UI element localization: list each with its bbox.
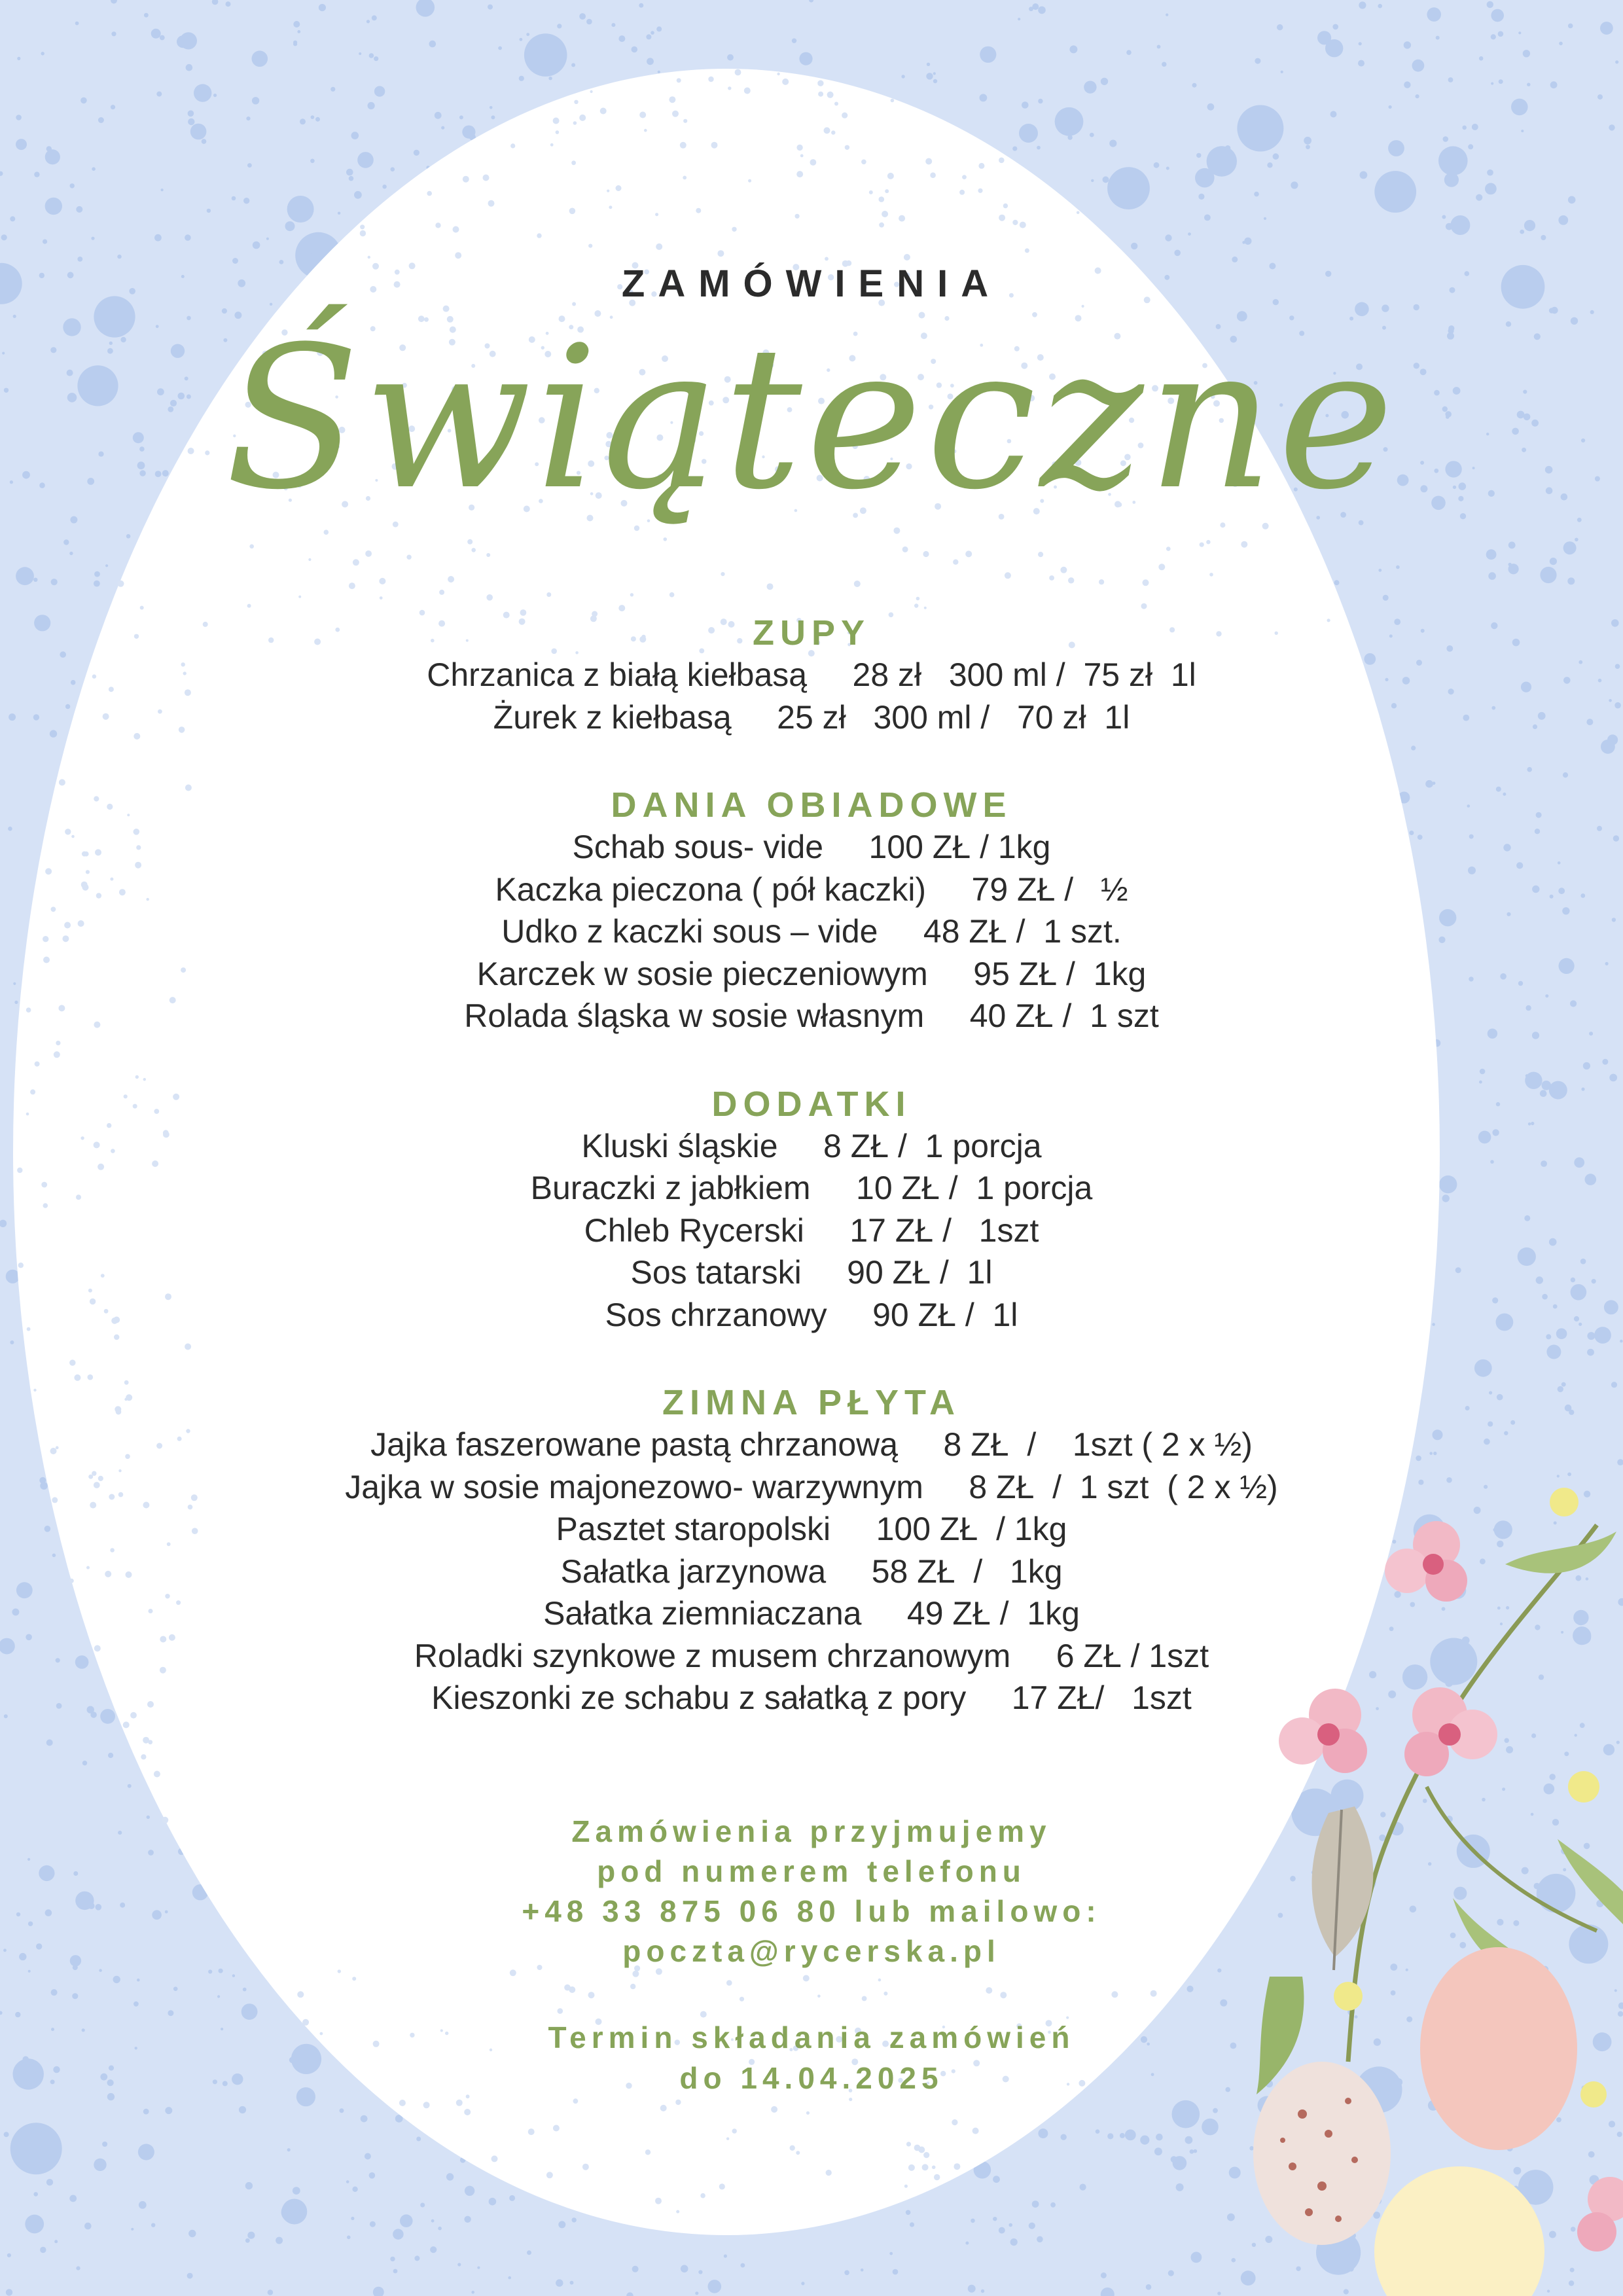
menu-item: Karczek w sosie pieczeniowym 95 ZŁ / 1kg — [476, 955, 1147, 992]
flower-icon — [1577, 2177, 1623, 2251]
contact-email: poczta@rycerska.pl — [622, 1934, 1001, 1968]
contact-line: Zamówienia przyjmujemy — [571, 1814, 1052, 1848]
menu-item: Rolada śląska w sosie własnym 40 ZŁ / 1 szt — [464, 997, 1159, 1034]
contact-phone: +48 33 875 06 80 lub mailowo: — [522, 1894, 1101, 1928]
mimosa-icon — [1550, 1488, 1578, 1516]
header-script-title: Świąteczne — [224, 304, 1399, 533]
menu-item: Roladki szynkowe z musem chrzanowym 6 ZŁ / 1szt — [414, 1637, 1209, 1674]
section-main-dishes — [0, 784, 1623, 1037]
contact-line: pod numerem telefonu — [597, 1854, 1026, 1888]
menu-item: Sałatka jarzynowa 58 ZŁ / 1kg — [560, 1552, 1063, 1590]
section-title: ZUPY — [752, 613, 871, 653]
egg-yellow-icon — [1374, 2166, 1544, 2296]
easter-decoration — [1230, 1473, 1623, 2296]
egg-speckled-icon — [1253, 2062, 1391, 2245]
section-title: ZIMNA PŁYTA — [662, 1383, 961, 1422]
menu-item: Sałatka ziemniaczana 49 ZŁ / 1kg — [543, 1595, 1080, 1632]
flower-icon — [1279, 1689, 1367, 1773]
menu-item: Chrzanica z białą kiełbasą 28 zł 300 ml / 75 zł 1l — [427, 656, 1196, 693]
menu-item: Chleb Rycerski 17 ZŁ / 1szt — [584, 1211, 1039, 1249]
menu-item: Udko z kaczki sous – vide 48 ZŁ / 1 szt. — [501, 913, 1122, 950]
menu-item: Jajka faszerowane pastą chrzanową 8 ZŁ / 1szt ( 2 x ½) — [370, 1426, 1253, 1463]
menu-item: Buraczki z jabłkiem 10 ZŁ / 1 porcja — [530, 1170, 1093, 1206]
menu-item: Kieszonki ze schabu z sałatką z pory 17 ZŁ/ 1szt — [431, 1679, 1192, 1716]
leaf-icon — [1505, 1532, 1616, 1573]
section-title: DODATKI — [711, 1084, 912, 1124]
mimosa-icon — [1568, 1771, 1599, 1803]
leaf-icon — [1558, 1839, 1623, 1924]
deadline-date: do 14.04.2025 — [679, 2061, 944, 2095]
menu-item: Schab sous- vide 100 ZŁ / 1kg — [572, 829, 1051, 865]
flower-icon — [1385, 1521, 1467, 1602]
section-soups — [0, 612, 1623, 738]
section-title: DANIA OBIADOWE — [611, 785, 1012, 825]
flower-icon — [1404, 1687, 1497, 1776]
mimosa-icon — [1580, 2081, 1607, 2108]
deadline-line: Termin składania zamówień — [548, 2020, 1075, 2054]
menu-item: Kaczka pieczona ( pół kaczki) 79 ZŁ / ½ — [495, 870, 1128, 908]
egg-pink-icon — [1420, 1947, 1577, 2150]
feather-icon — [1312, 1806, 1374, 1957]
menu-item: Sos tatarski 90 ZŁ / 1l — [630, 1254, 993, 1291]
menu-item: Kluski śląskie 8 ZŁ / 1 porcja — [581, 1127, 1042, 1164]
mimosa-icon — [1334, 1982, 1363, 2011]
menu-item: Jajka w sosie majonezowo- warzywnym 8 ZŁ / 1 szt ( 2 x ½) — [345, 1468, 1278, 1505]
header-kicker: ZAMÓWIENIA — [621, 262, 1002, 305]
menu-item: Żurek z kiełbasą 25 zł 300 ml / 70 zł 1l — [493, 698, 1130, 736]
menu-item: Pasztet staropolski 100 ZŁ / 1kg — [556, 1511, 1067, 1547]
menu-item: Sos chrzanowy 90 ZŁ / 1l — [605, 1296, 1018, 1333]
section-sides — [0, 1083, 1623, 1336]
